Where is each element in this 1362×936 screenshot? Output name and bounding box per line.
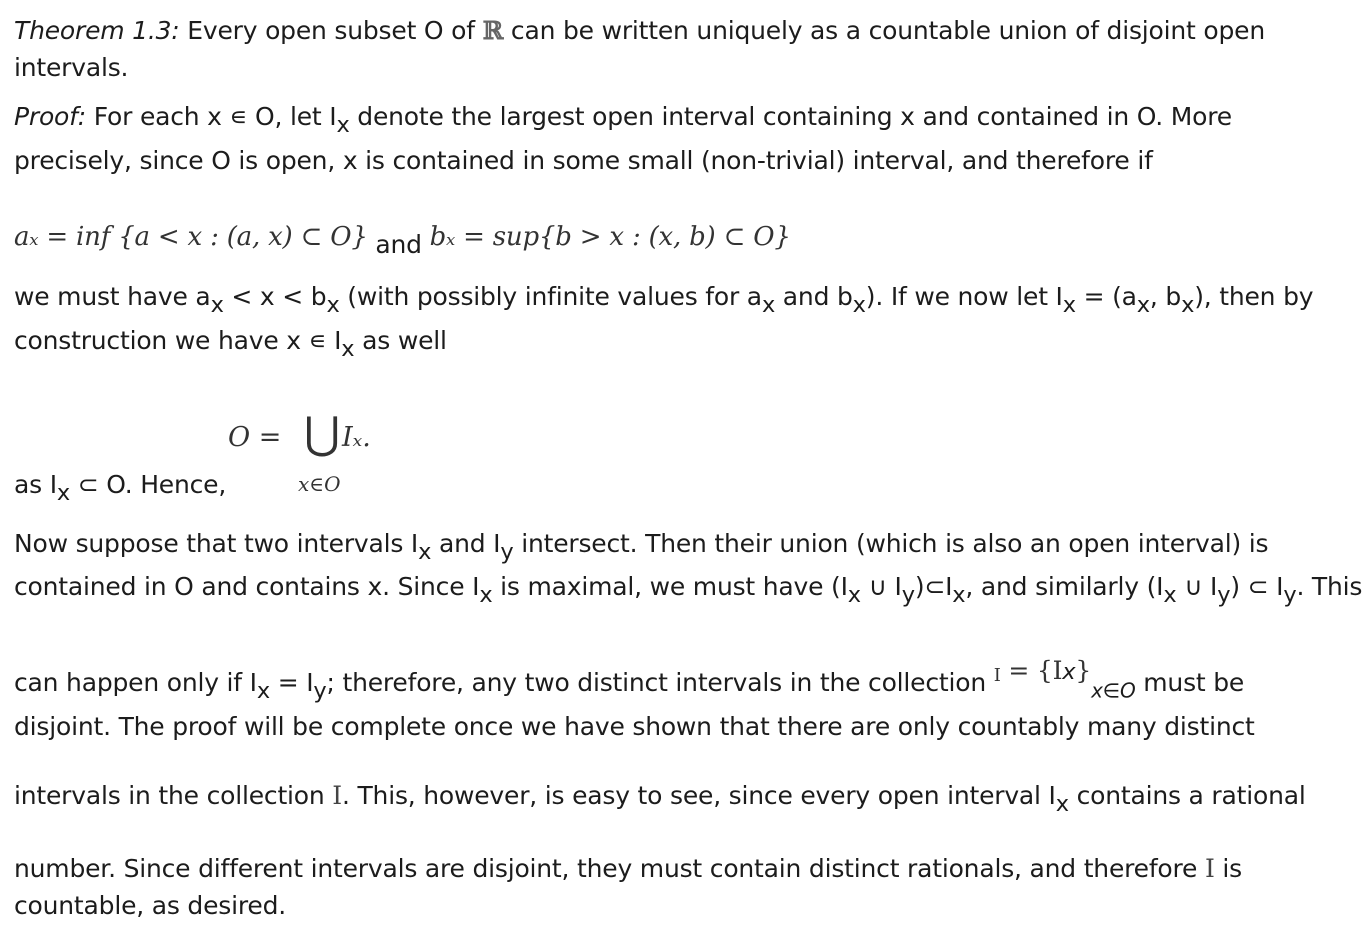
proof-line-3 — [14, 282, 1314, 319]
text-segment: as I — [14, 470, 57, 499]
text-segment: , and similarly (I — [965, 572, 1164, 601]
text-segment: . This, however, is easy to see, since every open interval I — [341, 781, 1056, 810]
text-segment: ; therefore, any two distinct intervals in the collection — [326, 668, 994, 697]
text-segment: number. Since different intervals are disjoint, they must contain distinct rationals, and therefore — [14, 854, 1205, 883]
text-segment: and I — [431, 529, 501, 558]
text-segment: ∪ I — [860, 572, 902, 601]
proof-line-8 — [14, 656, 1245, 705]
proof-line-9: disjoint. The proof will be complete once we have shown that there are only countably many distinct — [14, 712, 1255, 741]
text-segment: . This — [1296, 572, 1362, 601]
subscript-x: x — [256, 678, 270, 705]
equation-a: aₓ = inf {a < x : (a, x) ⊂ O} — [14, 222, 368, 252]
subscript-y: y — [901, 582, 915, 609]
text-segment: < x < b — [223, 282, 327, 311]
collection-symbol: I — [993, 665, 1001, 686]
subscript-x: x — [1163, 582, 1177, 609]
subscript-x: x — [479, 582, 493, 609]
equation-and: and — [367, 230, 430, 259]
subscript-x: x — [336, 112, 350, 139]
subscript-x: x — [1055, 791, 1069, 818]
subscript-y: y — [313, 678, 327, 705]
display-under-index: x∈O — [298, 472, 341, 496]
proof-line-1 — [14, 102, 1232, 139]
collection-symbol: I — [332, 781, 342, 810]
subscript-x: x — [210, 292, 224, 319]
display-rhs: Iₓ. — [342, 422, 371, 453]
subscript-x: x — [56, 480, 70, 507]
proof-line-2: precisely, since O is open, x is contained in some small (non-trivial) interval, and therefore if — [14, 146, 1153, 175]
text-segment: ) ⊂ I — [1230, 572, 1284, 601]
subscript-x: x — [1181, 292, 1195, 319]
subscript-x: x — [341, 336, 355, 363]
text-segment: intervals in the collection — [14, 781, 333, 810]
theorem-line-2: intervals. — [14, 53, 129, 82]
theorem-text-b: can be written uniquely as a countable union of disjoint open — [503, 16, 1265, 45]
reals-symbol: ℝ — [482, 16, 504, 45]
text-segment: denote the largest open interval containing x and contained in O. More — [349, 102, 1232, 131]
text-segment: is — [1214, 854, 1243, 883]
subscript-x: x — [761, 292, 776, 319]
text-segment: ∪ I — [1176, 572, 1218, 601]
text-segment: contains a rational — [1068, 781, 1306, 810]
collection-equals: = {I — [1000, 656, 1063, 685]
text-segment: contained in O and contains x. Since I — [14, 572, 480, 601]
collection-brace: } — [1075, 656, 1092, 685]
equation-line — [14, 222, 791, 259]
text-segment: can happen only if I — [14, 668, 257, 697]
text-segment: as well — [354, 326, 447, 355]
subscript-x: x — [418, 539, 432, 566]
proof-line-11 — [14, 854, 1242, 883]
subscript-x: x — [952, 582, 966, 609]
proof-line-6 — [14, 529, 1269, 566]
display-equation — [228, 408, 371, 505]
display-lhs: O = — [228, 422, 282, 453]
text-segment: = I — [269, 668, 314, 697]
text-segment: For each x ∊ O, let I — [85, 102, 337, 131]
text-segment: = (a — [1075, 282, 1137, 311]
text-segment: , b — [1149, 282, 1182, 311]
text-segment: ⊂ O. Hence, — [70, 470, 227, 499]
proof-line-12: countable, as desired. — [14, 891, 286, 920]
big-union-symbol: ⋃ — [304, 408, 341, 459]
proof-label: Proof: — [14, 102, 86, 131]
theorem-text-a: Every open subset O of — [179, 16, 483, 45]
subscript-y: y — [500, 539, 514, 566]
text-segment: intersect. Then their union (which is also an open interval) is — [513, 529, 1269, 558]
proof-line-7 — [14, 572, 1362, 609]
proof-line-10 — [14, 781, 1306, 818]
subscript-x: x — [1062, 659, 1076, 685]
equation-b: bₓ = sup{b > x : (x, b) ⊂ O} — [429, 222, 791, 252]
proof-line-5 — [14, 470, 227, 507]
theorem-label: Theorem 1.3: — [14, 16, 180, 45]
collection-index: x∈O — [1091, 678, 1136, 703]
text-segment: Now suppose that two intervals I — [14, 529, 419, 558]
text-segment: )⊂I — [914, 572, 953, 601]
theorem-line-1 — [14, 16, 1265, 45]
text-segment: we must have a — [14, 282, 211, 311]
text-segment: and b — [775, 282, 853, 311]
subscript-x: x — [847, 582, 861, 609]
text-segment: ), then by — [1194, 282, 1314, 311]
subscript-x: x — [326, 292, 340, 319]
text-segment: ). If we now let I — [865, 282, 1063, 311]
subscript-x: x — [852, 292, 866, 319]
text-segment: (with possibly infinite values for a — [339, 282, 762, 311]
proof-line-4 — [14, 326, 447, 363]
subscript-y: y — [1217, 582, 1231, 609]
subscript-x: x — [1136, 292, 1150, 319]
text-segment: must be — [1135, 668, 1245, 697]
text-segment: construction we have x ∊ I — [14, 326, 342, 355]
collection-symbol: I — [1205, 854, 1215, 883]
text-segment: is maximal, we must have (I — [492, 572, 848, 601]
subscript-x: x — [1062, 292, 1076, 319]
subscript-y: y — [1283, 582, 1297, 609]
